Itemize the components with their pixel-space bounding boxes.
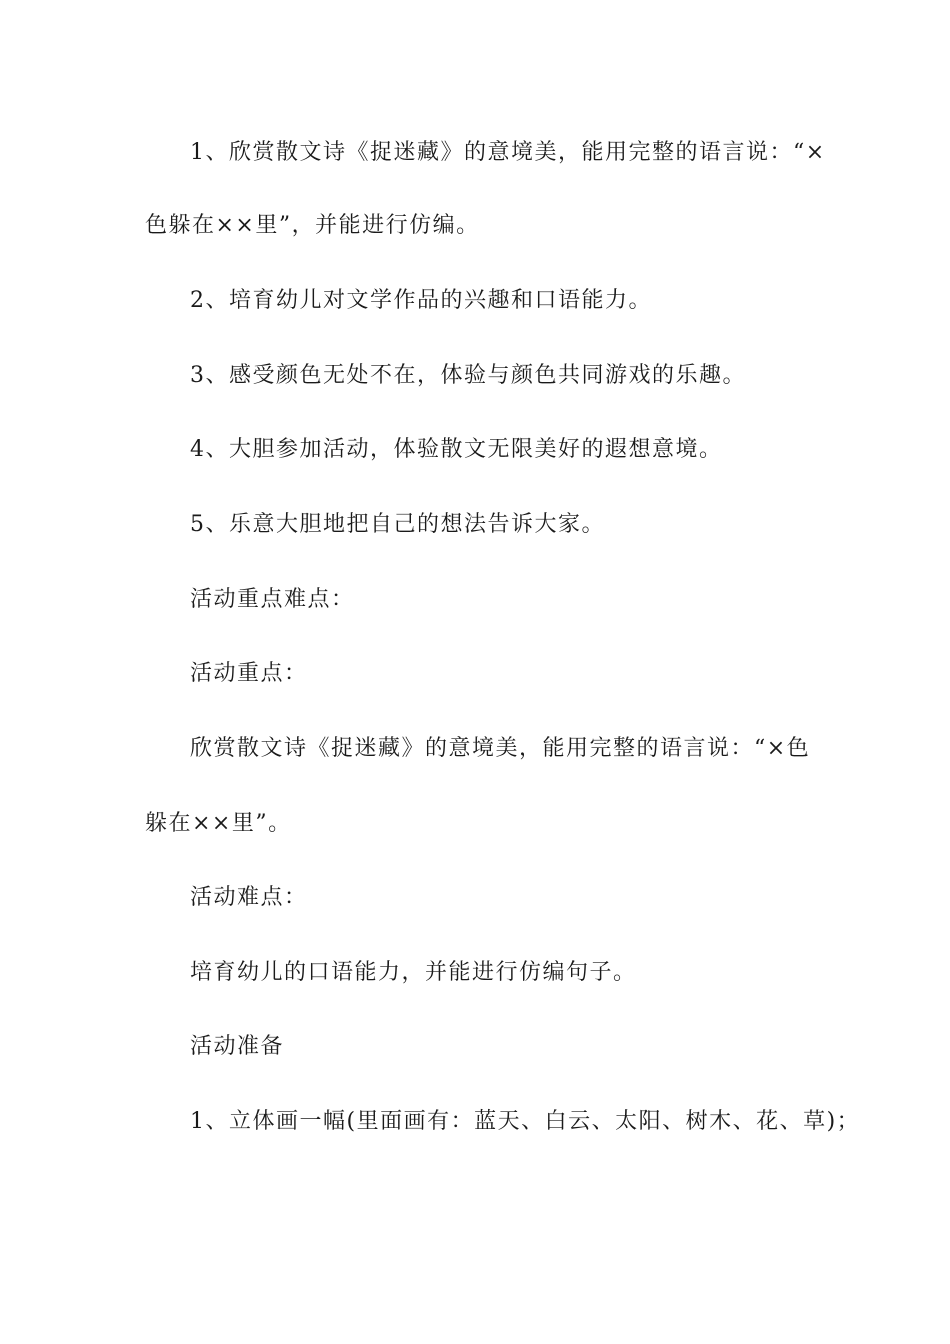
difficult-point-text: 培育幼儿的口语能力，并能进行仿编句子。 xyxy=(190,960,637,985)
preparation-item-1: 1、立体画一幅(里面画有：蓝天、白云、太阳、树木、花、草)； xyxy=(190,1109,861,1134)
objective-3: 3、感受颜色无处不在，体验与颜色共同游戏的乐趣。 xyxy=(190,363,746,388)
objective-2: 2、培育幼儿对文学作品的兴趣和口语能力。 xyxy=(190,288,652,313)
objective-4: 4、大胆参加活动，体验散文无限美好的遐想意境。 xyxy=(190,437,723,462)
section-heading-preparation: 活动准备 xyxy=(190,1034,285,1059)
subheading-difficult-point: 活动难点： xyxy=(190,885,308,910)
section-heading-key-difficult-points: 活动重点难点： xyxy=(190,587,355,612)
objective-1-line-1: 1、欣赏散文诗《捉迷藏》的意境美，能用完整的语言说：“× xyxy=(190,140,826,165)
objective-1-line-2: 色躲在××里”，并能进行仿编。 xyxy=(145,213,480,238)
objective-5: 5、乐意大胆地把自己的想法告诉大家。 xyxy=(190,512,605,537)
key-point-line-2: 躲在××里”。 xyxy=(145,811,292,836)
key-point-line-1: 欣赏散文诗《捉迷藏》的意境美，能用完整的语言说：“×色 xyxy=(190,736,811,761)
subheading-key-point: 活动重点： xyxy=(190,661,308,686)
